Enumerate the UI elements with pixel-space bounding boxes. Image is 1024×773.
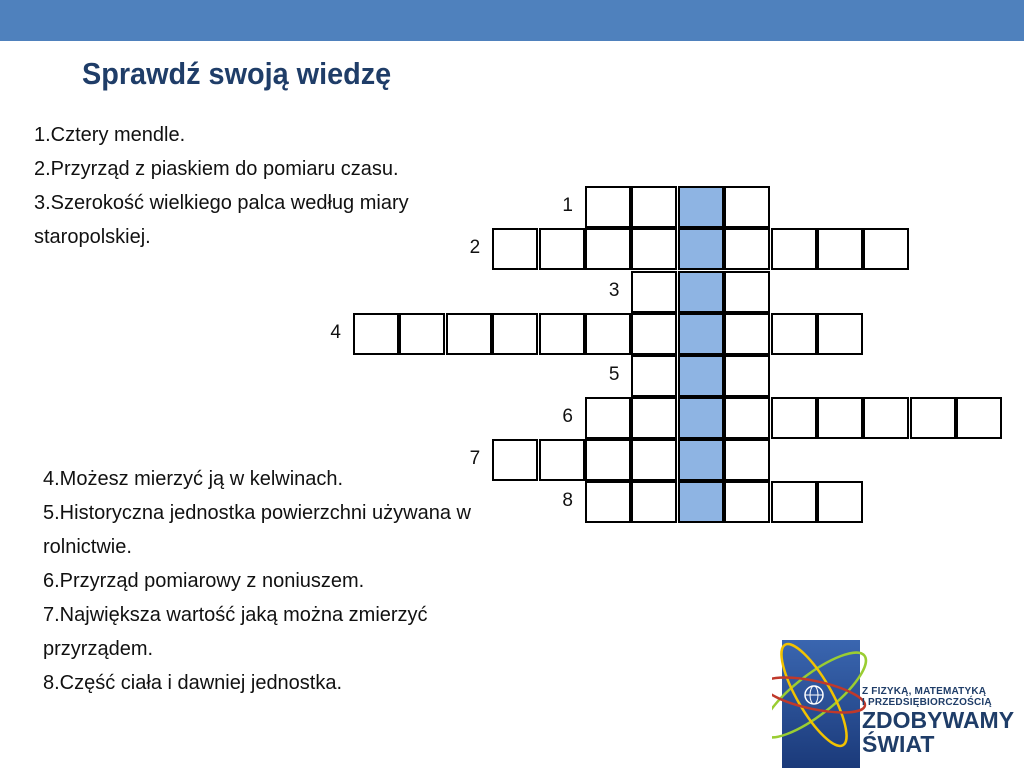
logo-line-2: I PRZEDSIĘBIORCZOŚCIĄ (862, 697, 992, 708)
crossword-cell[interactable] (631, 355, 677, 397)
crossword-cell[interactable] (631, 186, 677, 228)
crossword-cell[interactable] (631, 228, 677, 270)
clue-number-3: 3 (608, 280, 620, 301)
crossword-cell[interactable] (492, 228, 538, 270)
clue-2: 2.Przyrząd z piaskiem do pomiaru czasu. (34, 158, 399, 180)
crossword-cell[interactable] (678, 481, 724, 523)
logo-line-3: ZDOBYWAMY (862, 707, 1015, 733)
crossword-cell[interactable] (863, 397, 909, 439)
crossword-cell[interactable] (910, 397, 956, 439)
crossword-cell[interactable] (585, 481, 631, 523)
clue-number-2: 2 (469, 237, 481, 258)
crossword-cell[interactable] (771, 481, 817, 523)
clue-list-top (34, 118, 464, 254)
crossword-cell[interactable] (492, 439, 538, 481)
crossword-cell[interactable] (539, 313, 585, 355)
crossword-cell[interactable] (724, 355, 770, 397)
crossword-cell[interactable] (956, 397, 1002, 439)
crossword-cell[interactable] (817, 228, 863, 270)
crossword-cell[interactable] (678, 439, 724, 481)
clue-number-8: 8 (562, 490, 573, 511)
crossword-cell[interactable] (631, 481, 677, 523)
crossword-cell[interactable] (724, 271, 770, 313)
crossword-cell[interactable] (631, 397, 677, 439)
crossword-cell[interactable] (539, 439, 585, 481)
crossword-cell[interactable] (631, 271, 677, 313)
crossword-cell[interactable] (771, 313, 817, 355)
crossword-cell[interactable] (678, 355, 724, 397)
clue-1: 1.Cztery mendle. (34, 124, 186, 146)
crossword-cell[interactable] (585, 397, 631, 439)
crossword-cell[interactable] (771, 228, 817, 270)
clue-number-7: 7 (469, 448, 481, 469)
logo-text (862, 686, 1014, 756)
crossword-cell[interactable] (399, 313, 445, 355)
clue-number-4: 4 (330, 322, 341, 343)
crossword-cell[interactable] (631, 439, 677, 481)
crossword-cell[interactable] (585, 186, 631, 228)
crossword-cell[interactable] (539, 228, 585, 270)
crossword-cell[interactable] (585, 439, 631, 481)
header-band (0, 0, 1024, 41)
crossword-cell[interactable] (724, 481, 770, 523)
clue-8: 8.Część ciała i dawniej jednostka. (43, 672, 343, 694)
crossword-cell[interactable] (678, 397, 724, 439)
crossword-cell[interactable] (678, 271, 724, 313)
crossword-cell[interactable] (724, 313, 770, 355)
crossword-cell[interactable] (771, 397, 817, 439)
crossword-cell[interactable] (724, 439, 770, 481)
clue-list-bottom (43, 462, 543, 700)
clue-number-6: 6 (562, 406, 573, 427)
crossword-cell[interactable] (492, 313, 538, 355)
crossword-cell[interactable] (353, 313, 399, 355)
clue-4: 4.Możesz mierzyć ją w kelwinach. (43, 468, 344, 490)
clue-7: 7.Największa wartość jaką można zmierzyć przyrządem. (43, 604, 428, 660)
clue-number-5: 5 (608, 364, 620, 385)
clue-6: 6.Przyrząd pomiarowy z noniuszem. (43, 570, 365, 592)
crossword-cell[interactable] (631, 313, 677, 355)
crossword-cell[interactable] (585, 228, 631, 270)
logo-line-1: Z FIZYKĄ, MATEMATYKĄ (862, 686, 987, 697)
crossword-cell[interactable] (446, 313, 492, 355)
crossword-cell[interactable] (817, 481, 863, 523)
slide-title: Sprawdź swoją wiedzę (82, 56, 392, 91)
clue-5: 5.Historyczna jednostka powierzchni używana w rolnictwie. (43, 502, 471, 558)
clue-number-1: 1 (562, 195, 573, 216)
crossword-cell[interactable] (724, 228, 770, 270)
logo-line-4: ŚWIAT (862, 731, 935, 757)
crossword-cell[interactable] (817, 397, 863, 439)
crossword-cell[interactable] (724, 186, 770, 228)
crossword-cell[interactable] (817, 313, 863, 355)
crossword-cell[interactable] (678, 186, 724, 228)
crossword-cell[interactable] (724, 397, 770, 439)
crossword-cell[interactable] (585, 313, 631, 355)
clue-3: 3.Szerokość wielkiego palca według miary staropolskiej. (34, 192, 409, 248)
crossword-cell[interactable] (678, 228, 724, 270)
crossword-cell[interactable] (678, 313, 724, 355)
crossword-cell[interactable] (863, 228, 909, 270)
